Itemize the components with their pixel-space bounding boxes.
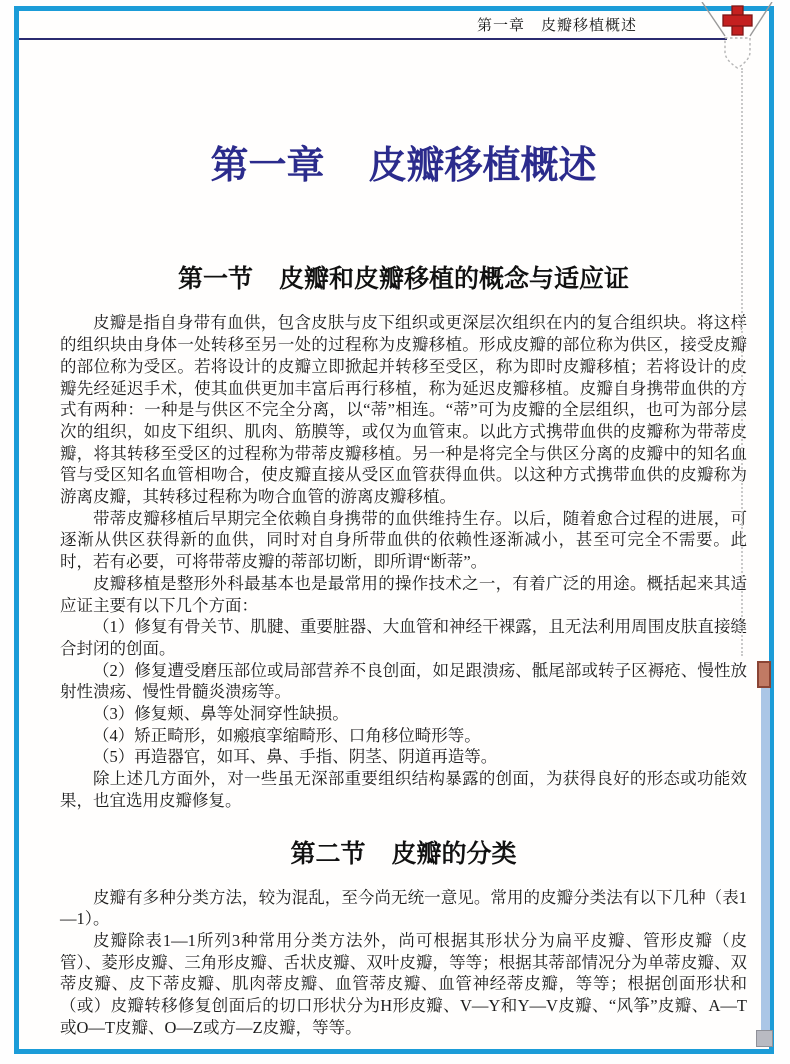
section-1-body: [60, 312, 747, 811]
shield-icon: [725, 38, 750, 68]
paragraph: 皮瓣是指自身带有血供，包含皮肤与皮下组织或更深层次组织在内的复合组织块。将这样的组织块由身体一处转移至另一处的过程称为皮瓣移植。形成皮瓣的部位称为供区，接受皮瓣的部位称为受区。若将设计的皮瓣立即掀起并转移至受区，称为即时皮瓣移植；若将设计的皮瓣先经延迟手术，使其血供更加丰富后再行移植，称为延迟皮瓣移植。皮瓣自身携带血供的方式有两种：一种是与供区不完全分离，以“蒂”相连。“蒂”可为皮瓣的全层组织，也可为部分层次的组织，如皮下组织、肌肉、筋膜等，或仅为血管束。以此方式携带血供的皮瓣称为带蒂皮瓣，将其转移至受区的过程称为带蒂皮瓣移植。另一种是将完全与供区分离的皮瓣中的知名血管与受区知名血管相吻合，使皮瓣直接从受区血管获得血供。以这种方式携带血供的皮瓣称为游离皮瓣，其转移过程称为吻合血管的游离皮瓣移植。: [60, 313, 747, 507]
paragraph: 除上述几方面外，对一些虽无深部重要组织结构暴露的创面，为获得良好的形态或功能效果，也宜选用皮瓣修复。: [60, 769, 747, 810]
page-edge-tab: [757, 661, 771, 688]
page-edge-strip: [761, 688, 770, 1042]
list-item: （3）修复颊、鼻等处洞穿性缺损。: [93, 704, 349, 724]
shield-ribbon-left: [702, 2, 725, 36]
section-2-name: 皮瓣的分类: [391, 839, 517, 868]
shield-ribbon-right: [750, 2, 772, 36]
corner-square: [756, 1030, 773, 1047]
running-header-title: 第一章 皮瓣移植概述: [476, 18, 637, 34]
list-item: （1）修复有骨关节、肌腱、重要脏器、大血管和神经干裸露，且无法利用周围皮肤直接缝合封闭的创面。: [60, 617, 747, 658]
paragraph: 皮瓣有多种分类方法，较为混乱，至今尚无统一意见。常用的皮瓣分类法有以下几种（表1—1）。: [60, 887, 747, 929]
dotted-margin-line: [741, 68, 743, 656]
section-1-title: [60, 263, 747, 296]
paragraph: 带蒂皮瓣移植后早期完全依赖自身携带的血供维持生存。以后，随着愈合过程的进展，可逐渐从供区获得新的血供，同时对自身所带血供的依赖性逐渐减小，甚至可完全不需要。此时，若有必要，可将带蒂皮瓣的蒂部切断，即所谓“断蒂”。: [60, 508, 747, 572]
chapter-number: 第一章: [210, 145, 325, 187]
page-frame: [14, 6, 774, 1054]
list-item: （4）矫正畸形，如瘢痕挛缩畸形、口角移位畸形等。: [93, 725, 481, 745]
section-2-title: [60, 838, 747, 871]
red-cross-shield-icon: [698, 2, 776, 70]
section-1-number: 第一节: [177, 265, 253, 294]
list-item: （2）修复遭受磨压部位或局部营养不良创面，如足跟溃疡、骶尾部或转子区褥疮、慢性放射性溃疡、慢性骨髓炎溃疡等。: [60, 660, 747, 702]
section-2-number: 第二节: [290, 839, 366, 868]
running-header: [19, 11, 769, 38]
section-2-body: [60, 887, 747, 1039]
section-1-name: 皮瓣和皮瓣移植的概念与适应证: [279, 265, 630, 294]
page-content: [19, 142, 769, 1038]
chapter-title: [60, 142, 747, 191]
chapter-name: 皮瓣移植概述: [368, 145, 597, 187]
paragraph: 皮瓣除表1—1所列3种常用分类方法外，尚可根据其形状分为扁平皮瓣、管形皮瓣（皮管）、菱形皮瓣、三角形皮瓣、舌状皮瓣、双叶皮瓣，等等；根据其蒂部情况分为单蒂皮瓣、双蒂皮瓣、皮下蒂皮瓣、肌肉蒂皮瓣、血管蒂皮瓣、血管神经蒂皮瓣，等等；根据创面形状和（或）皮瓣转移修复创面后的切口形状分为H形皮瓣、V—Y和Y—V皮瓣、“风筝”皮瓣、A—T或O—T皮瓣、O—Z或方—Z皮瓣，等等。: [60, 930, 747, 1037]
list-item: （5）再造器官，如耳、鼻、手指、阴茎、阴道再造等。: [93, 747, 498, 767]
header-rule: [19, 38, 727, 40]
red-cross-icon: [723, 6, 752, 35]
paragraph: 皮瓣移植是整形外科最基本也是最常用的操作技术之一，有着广泛的用途。概括起来其适应证主要有以下几个方面：: [60, 573, 747, 615]
